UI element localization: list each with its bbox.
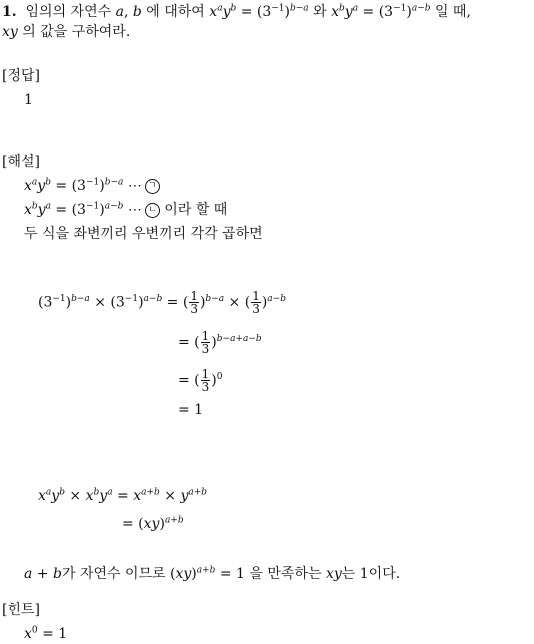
circle-2-icon: ㄴ	[145, 203, 160, 218]
derivation-1-line-2: = ( $\frac{1}{3}$ )$^{b-a+a-b}$	[178, 329, 262, 356]
solution-eq-suffix: 이라 할 때	[164, 202, 228, 218]
problem-line-2: xy 의 값을 구하여라.	[2, 24, 131, 40]
answer-label: [정답]	[2, 68, 40, 84]
hint-formula: $x^0 = 1$	[24, 625, 68, 642]
conclusion-pre: 가 자연수 이므로	[61, 566, 166, 582]
problem-line-1: 1. 임의의 자연수 a, b 에 대하여 $x^ay^b = (3^{-1})^{b-a}$ 와 $x^by^a = (3^{-1})^{a-b}$ 일 때,	[2, 3, 471, 20]
problem-text-mid: 에 대하여	[146, 4, 205, 20]
conclusion-mid: 을 만족하는	[249, 566, 322, 582]
conclusion-post: 는	[341, 566, 356, 582]
answer-value: 1	[24, 92, 33, 108]
hint-label: [힌트]	[2, 602, 40, 618]
derivation-2-line-1: $x^ay^b \times x^by^a = x^{a+b} \times y^{a+b}$	[38, 487, 208, 504]
conclusion-value: 1	[359, 566, 369, 582]
derivation-2-line-2: = (xy)$^{a+b}$	[122, 515, 184, 532]
problem-number: 1.	[2, 4, 17, 20]
derivation-1-line-4: = 1	[178, 402, 204, 418]
derivation-1-line-3: = ( $\frac{1}{3}$ )$^0$	[178, 367, 223, 394]
circle-1-icon: ㄱ	[145, 179, 160, 194]
conclusion-end: 이다.	[368, 566, 401, 582]
solution-eq-1: $x^ay^b = (3^{-1})^{b-a}$ ⋯ ㄱ	[24, 176, 160, 196]
solution-conclusion: a + b가 자연수 이므로 (xy)$^{a+b}$ = 1 을 만족하는 xy는 1이다.	[24, 565, 401, 582]
solution-label: [해설]	[2, 154, 40, 170]
derivation-1-line-1: $(3^{-1})^{b-a} \times (3^{-1})^{a-b}$ = ( $\frac{1}{3}$ )$^{b-a}$ × ( $\frac{1}{3}$ )$^{a-b}$	[38, 289, 286, 316]
problem-text: 임의의 자연수	[25, 4, 112, 20]
solution-step: 두 식을 좌변끼리 우변끼리 각각 곱하면	[24, 226, 263, 242]
problem-text-end: 일 때,	[434, 4, 471, 20]
problem-and: 와	[313, 4, 327, 20]
problem-text-2: 의 값을 구하여라.	[22, 24, 131, 40]
solution-eq-2: $x^by^a = (3^{-1})^{a-b}$ ⋯ ㄴ 이라 할 때	[24, 201, 228, 218]
